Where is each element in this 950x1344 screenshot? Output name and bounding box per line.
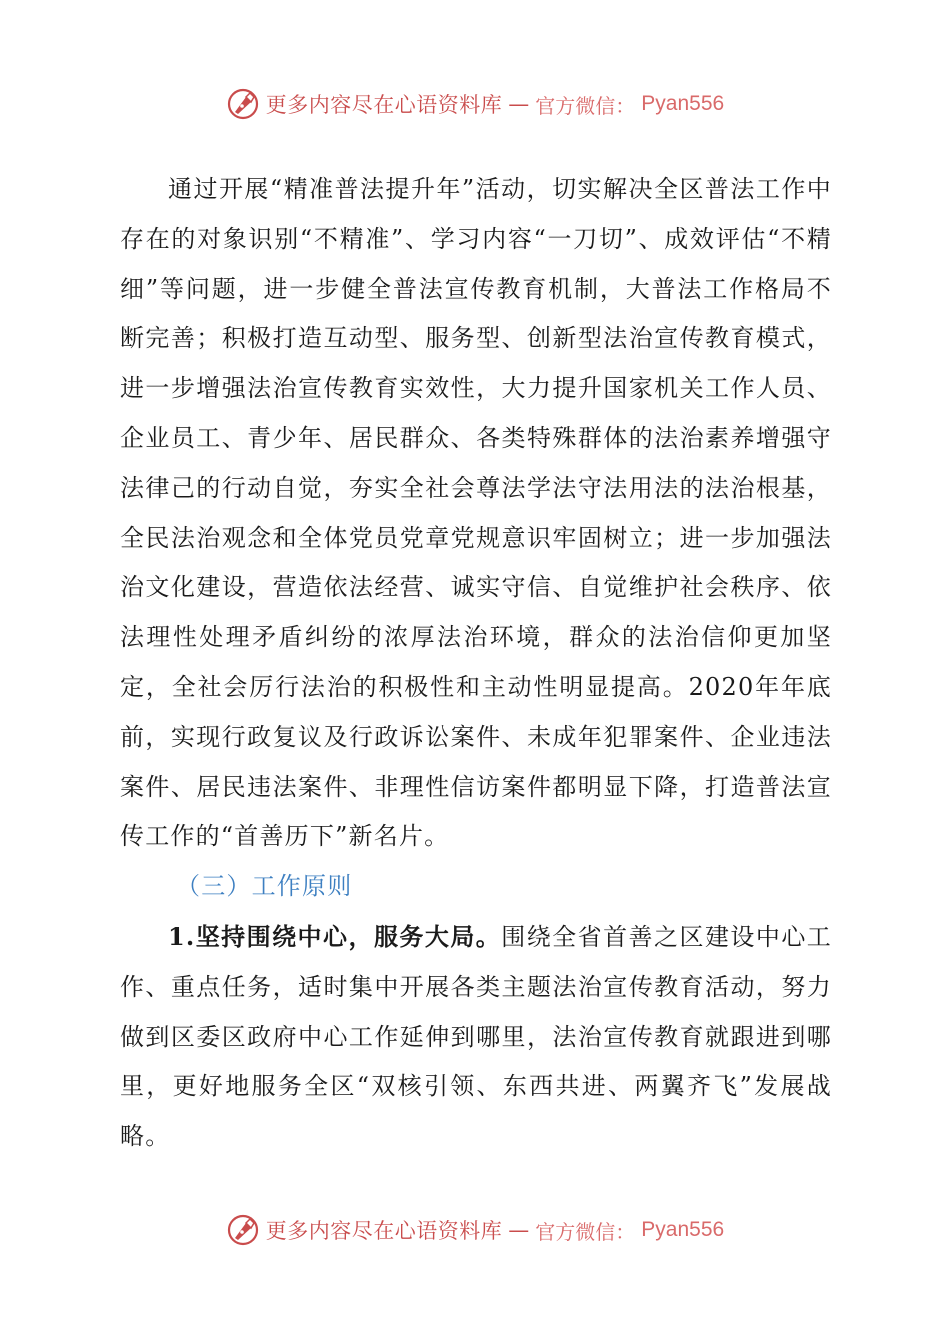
pen-nib-circle-icon xyxy=(226,1213,260,1247)
watermark-wechat-label: 官方微信： xyxy=(535,1219,636,1244)
watermark-wechat-id: Pyan556 xyxy=(641,92,725,115)
paragraph-goals: 通过开展“精准普法提升年”活动，切实解决全区普法工作中存在的对象识别“不精准”、学习内容“一刀切”、成效评估“不精细”等问题，进一步健全普法宣传教育机制，大普法工作格局不断完善；积极打造互动型、服务型、创新型法治宣传教育模式，进一步增强法治宣传教育实效性，大力提升国家机关工作人员、企业员工、青少年、居民群众、各类特殊群体的法治素养增强守法律己的行动自觉，夯实全社会尊法学法守法用法的法治根基，全民法治观念和全体党员党章党规意识牢固树立；进一步加强法治文化建设，营造依法经营、诚实守信、自觉维护社会秩序、依法理性处理矛盾纠纷的浓厚法治环境，群众的法治信仰更加坚定，全社会厉行法治的积极性和主动性明显提高。2020年年底前，实现行政复议及行政诉讼案件、未成年犯罪案件、企业违法案件、居民违法案件、非理性信访案件都明显下降，打造普法宣传工作的“首善历下”新名片。 xyxy=(120,175,832,851)
principle-1-body: 围绕全省首善之区建设中心工作、重点任务，适时集中开展各类主题法治宣传教育活动，努力做到区委区政府中心工作延伸到哪里，法治宣传教育就跟进到哪里，更好地服务全区“双核引领、东西共进、两翼齐飞”发展战略。 xyxy=(120,922,832,1151)
document-body xyxy=(120,165,832,1162)
header-watermark xyxy=(0,84,950,124)
watermark-separator: — xyxy=(508,1218,530,1242)
footer-watermark xyxy=(0,1210,950,1250)
paragraph-principle-1 xyxy=(120,912,832,1162)
watermark-separator: — xyxy=(508,92,530,116)
watermark-wechat-label: 官方微信： xyxy=(535,93,636,118)
section-heading-principles: （三）工作原则 xyxy=(176,872,353,901)
watermark-wechat-id: Pyan556 xyxy=(641,1218,725,1241)
watermark-brand: 更多内容尽在心语资料库 xyxy=(265,93,503,117)
pen-nib-circle-icon xyxy=(226,87,260,121)
watermark-brand: 更多内容尽在心语资料库 xyxy=(265,1219,503,1243)
principle-1-lead: 1.坚持围绕中心，服务大局。 xyxy=(168,921,502,951)
